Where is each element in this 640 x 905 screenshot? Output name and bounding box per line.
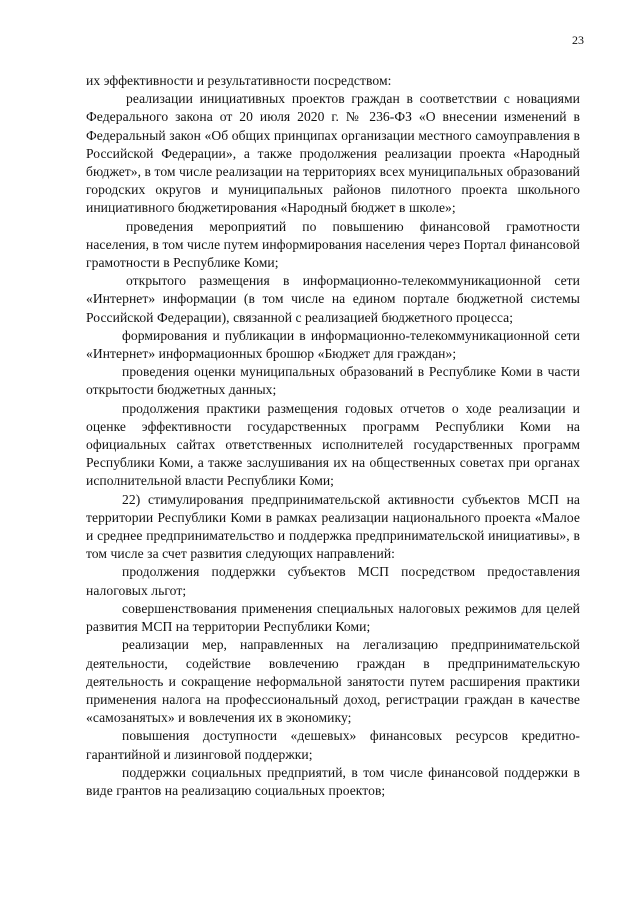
paragraph-tax-benefits: продолжения поддержки субъектов МСП посредством предоставления налоговых льгот; — [86, 564, 580, 598]
paragraph-item-22: 22) стимулирования предпринимательской активности субъектов МСП на территории Республики Коми в рамках реализации национального проекта «Малое и среднее предпринимательство и поддержка предпринимательской инициативы», в том числе за счет развития следующих направлений: — [86, 491, 580, 562]
page-number: 23 — [572, 33, 584, 47]
paragraph-financial-resources: повышения доступности «дешевых» финансовых ресурсов кредитно-гарантийной и лизинговой поддержки; — [86, 728, 580, 762]
document-body — [86, 72, 580, 800]
paragraph-intro: их эффективности и результативности посредством: — [86, 73, 392, 88]
paragraph-financial-literacy: проведения мероприятий по повышению финансовой грамотности населения, в том числе путем информирования населения через Портал финансовой грамотности в Республике Коми; — [86, 218, 580, 271]
paragraph-tax-regimes: совершенствования применения специальных налоговых режимов для целей развития МСП на территории Республики Коми; — [86, 600, 580, 635]
paragraph-open-publication: открытого размещения в информационно-телекоммуникационной сети «Интернет» информации (в том числе на едином портале бюджетной системы Российской Федерации), связанной с реализацией бюджетного процесса; — [86, 273, 580, 325]
paragraph-annual-reports: продолжения практики размещения годовых отчетов о ходе реализации и оценке эффективности государственных программ Республики Коми на официальных сайтах ответственных исполнителей государственных программ Республики Коми, а также заслушивания их на общественных советах при органах исполнительной власти Республики Коми; — [86, 400, 580, 489]
paragraph-legalization: реализации мер, направленных на легализацию предпринимательской деятельности, содействие вовлечению граждан в предпринимательскую деятельность и сокращение неформальной занятости путем расширения практики применения налога на профессиональный доход, регистрации граждан в качестве «самозанятых» и вовлечения их в экономику; — [86, 637, 580, 726]
paragraph-initiative-projects: реализации инициативных проектов граждан в соответствии с новациями Федерального закона от 20 июля 2020 г. № 236-ФЗ «О внесении изменений в Федеральный закон «Об общих принципах организации местного самоуправления в Российской Федерации», а также продолжения реализации проекта «Народный бюджет», в том числе реализации на территориях всех муниципальных образований городских округов и муниципальных районов пилотного проекта школьного инициативного бюджетирования «Народный бюджет в школе»; — [86, 91, 580, 216]
paragraph-budget-brochures: формирования и публикации в информационно-телекоммуникационной сети «Интернет» информационных брошюр «Бюджет для граждан»; — [86, 327, 580, 362]
paragraph-social-enterprises: поддержки социальных предприятий, в том числе финансовой поддержки в виде грантов на реализацию социальных проектов; — [86, 764, 580, 798]
paragraph-municipal-assessment: проведения оценки муниципальных образований в Республике Коми в части открытости бюджетных данных; — [86, 364, 580, 398]
